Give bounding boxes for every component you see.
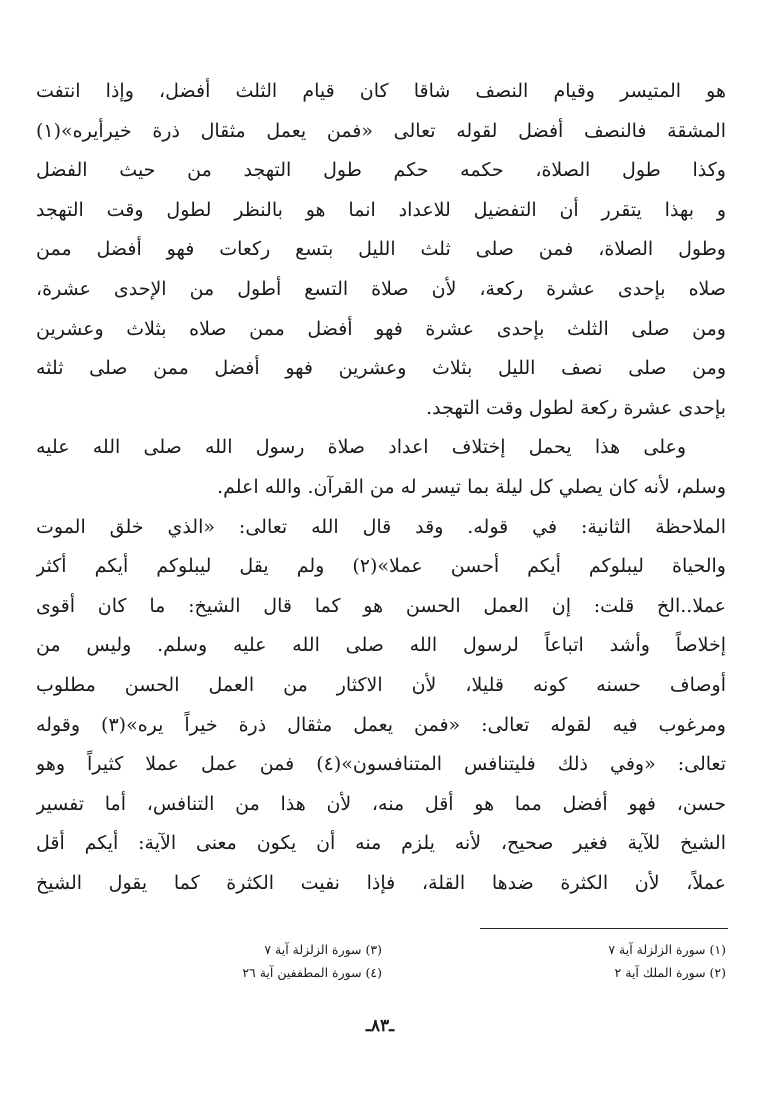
text-line: بإحدى عشرة ركعة لطول وقت التهجد. <box>426 396 726 419</box>
text-line: صلاه بإحدى عشرة ركعة، لأن صلاة التسع أطول من الإحدى عشرة، <box>36 277 726 300</box>
text-line: وعلى هذا يحمل إختلاف اعداد صلاة رسول الله صلى الله عليه <box>36 436 686 459</box>
text-line: عملاً، لأن الكثرة ضدها القلة، فإذا نفيت الكثرة كما يقول الشيخ <box>36 871 726 894</box>
footnotes-column-right <box>608 938 726 984</box>
text-line: والحياة ليبلوكم أيكم أحسن عملا»(٢) ولم يقل ليبلوكم أيكم أكثر <box>36 555 726 578</box>
text-line: ومن صلى الثلث بإحدى عشرة فهو أفضل ممن صلاه بثلاث وعشرين <box>36 317 726 340</box>
text-line: تعالى: «وفي ذلك فليتنافس المتنافسون»(٤) فمن عمل عملا كثيراً وهو <box>36 753 726 776</box>
footnote-separator <box>480 928 728 929</box>
text-line: الشيخ للآية فغير صحيح، لأنه يلزم منه أن يكون معنى الآية: أيكم أقل <box>36 832 726 855</box>
text-line: وكذا طول الصلاة، حكمه حكم طول التهجد من حيث الفضل <box>36 159 726 182</box>
text-line: عملا..الخ قلت: إن العمل الحسن هو كما قال الشيخ: ما كان أقوى <box>36 594 726 617</box>
page-number: ـ٨٣ـ <box>365 1016 395 1036</box>
text-line: و بهذا يتقرر أن التفضيل للاعداد انما هو بالنظر لطول وقت التهجد <box>36 198 726 221</box>
text-line: إخلاصاً وأشد اتباعاً لرسول الله صلى الله عليه وسلم. وليس من <box>36 634 726 657</box>
body-text <box>36 72 726 903</box>
footnote: (٢) سورة الملك آية ٢ <box>614 965 726 980</box>
text-line: أوصاف حسنه كونه قليلا، لأن الاكثار من العمل الحسن مطلوب <box>36 673 726 696</box>
text-line: هو المتيسر وقيام النصف شاقا كان قيام الثلث أفضل، وإذا انتفت <box>36 80 726 102</box>
text-line: المشقة فالنصف أفضل لقوله تعالى «فمن يعمل مثقال ذرة خيرأيره»(١) <box>36 119 726 142</box>
text-line: وطول الصلاة، فمن صلى ثلث الليل بتسع ركعات فهو أفضل ممن <box>36 238 726 261</box>
footnote: (١) سورة الزلزلة آية ٧ <box>608 942 726 957</box>
footnote: (٤) سورة المطففين آية ٢٦ <box>242 965 382 980</box>
text-line: ومرغوب فيه لقوله تعالى: «فمن يعمل مثقال ذرة خيراً يره»(٣) وقوله <box>36 713 726 736</box>
text-line: ومن صلى نصف الليل بثلاث وعشرين فهو أفضل ممن صلى ثلثه <box>36 357 726 380</box>
footnote: (٣) سورة الزلزلة آية ٧ <box>264 942 382 957</box>
text-line: وسلم، لأنه كان يصلي كل ليلة بما تيسر له من القرآن. والله اعلم. <box>217 475 726 498</box>
text-line: الملاحظة الثانية: في قوله. وقد قال الله تعالى: «الذي خلق الموت <box>36 515 726 538</box>
text-line: حسن، فهو أفضل مما هو أقل منه، لأن هذا من التنافس، أما تفسير <box>36 792 726 815</box>
footnotes-column-left <box>242 938 382 984</box>
